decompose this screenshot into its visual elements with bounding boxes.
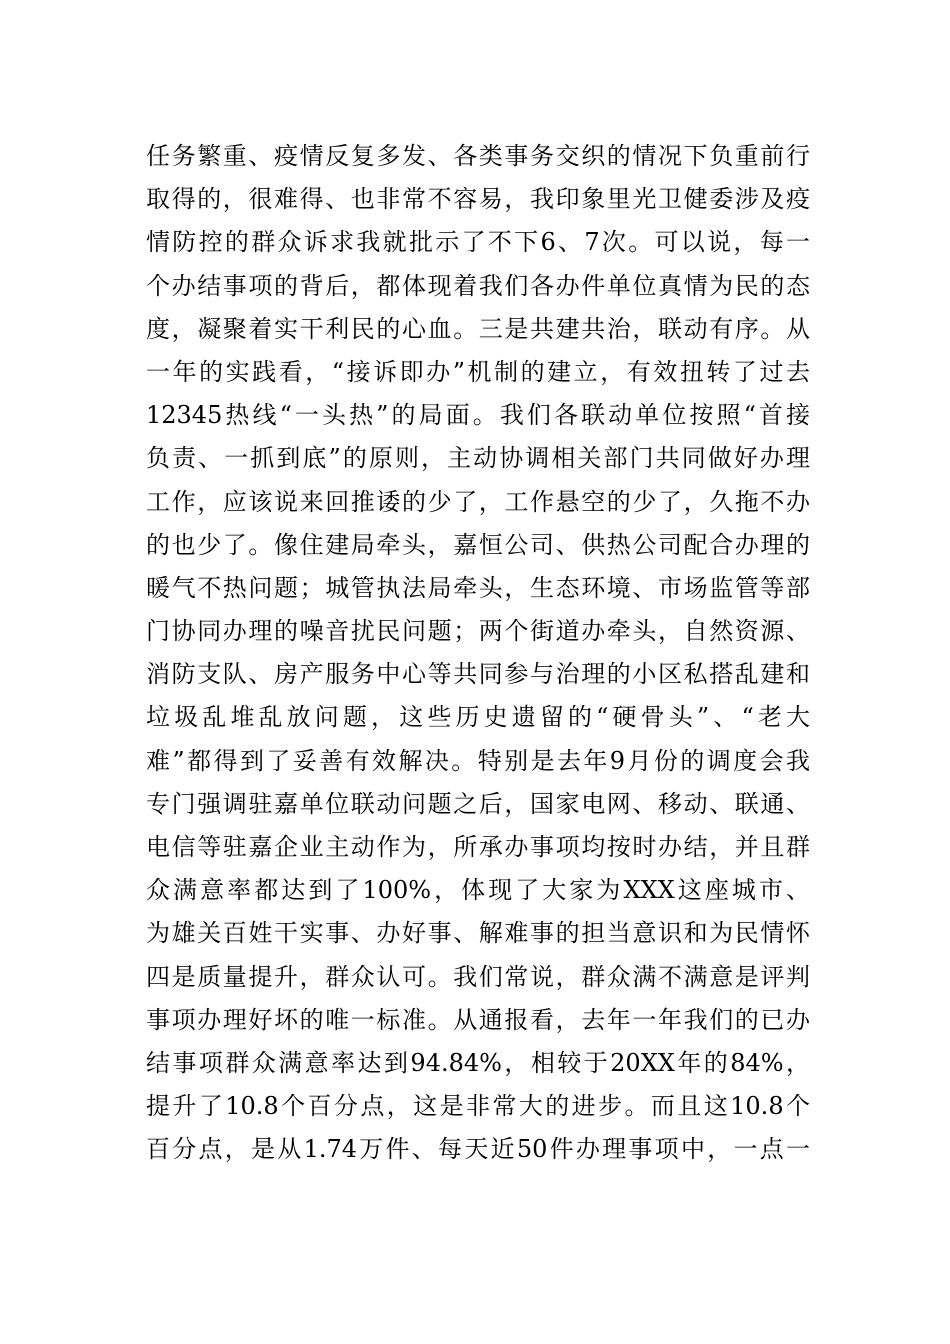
text-line: 众满意率都达到了100%，体现了大家为XXX这座城市、 <box>146 876 810 905</box>
text-line: 暖气不热问题；城管执法局牵头，生态环境、市场监管等部 <box>146 573 810 602</box>
text-line: 专门强调驻嘉单位联动问题之后，国家电网、移动、联通、 <box>146 789 810 818</box>
text-line: 为雄关百姓干实事、办好事、解难事的担当意识和为民情怀 <box>146 919 810 948</box>
text-line: 电信等驻嘉企业主动作为，所承办事项均按时办结，并且群 <box>146 833 810 861</box>
text-line: 百分点，是从1.74万件、每天近50件办理事项中，一点一 <box>146 1135 810 1164</box>
text-line: 任务繁重、疫情反复多发、各类事务交织的情况下负重前行 <box>146 142 810 170</box>
text-line: 个办结事项的背后，都体现着我们各办件单位真情为民的态 <box>146 271 810 300</box>
text-line: 事项办理好坏的唯一标准。从通报看，去年一年我们的已办 <box>146 1005 810 1034</box>
text-line: 度，凝聚着实干利民的心血。三是共建共治，联动有序。从 <box>146 314 810 343</box>
text-line: 消防支队、房产服务中心等共同参与治理的小区私搭乱建和 <box>146 660 810 689</box>
text-line: 的也少了。像住建局牵头，嘉恒公司、供热公司配合办理的 <box>146 530 810 559</box>
text-line: 取得的，很难得、也非常不容易，我印象里光卫健委涉及疫 <box>146 185 810 214</box>
body-text <box>146 135 810 1172</box>
text-line: 门协同办理的噪音扰民问题；两个街道办牵头，自然资源、 <box>146 617 810 646</box>
text-line: 结事项群众满意率达到94.84%，相较于20XX年的84%， <box>146 1048 810 1077</box>
text-line: 情防控的群众诉求我就批示了不下6、7次。可以说，每一 <box>146 228 810 257</box>
text-line: 垃圾乱堆乱放问题，这些历史遗留的“硬骨头”、“老大 <box>146 703 810 732</box>
text-line: 难”都得到了妥善有效解决。特别是去年9月份的调度会我 <box>146 746 810 775</box>
text-line: 负责、一抓到底”的原则，主动协调相关部门共同做好办理 <box>146 444 810 473</box>
text-line: 12345热线“一头热”的局面。我们各联动单位按照“首接 <box>146 401 810 430</box>
text-line: 一年的实践看，“接诉即办”机制的建立，有效扭转了过去 <box>146 357 810 386</box>
text-line: 工作，应该说来回推诿的少了，工作悬空的少了，久拖不办 <box>146 487 810 516</box>
text-line: 四是质量提升，群众认可。我们常说，群众满不满意是评判 <box>146 962 810 991</box>
text-line: 提升了10.8个百分点，这是非常大的进步。而且这10.8个 <box>146 1092 810 1121</box>
